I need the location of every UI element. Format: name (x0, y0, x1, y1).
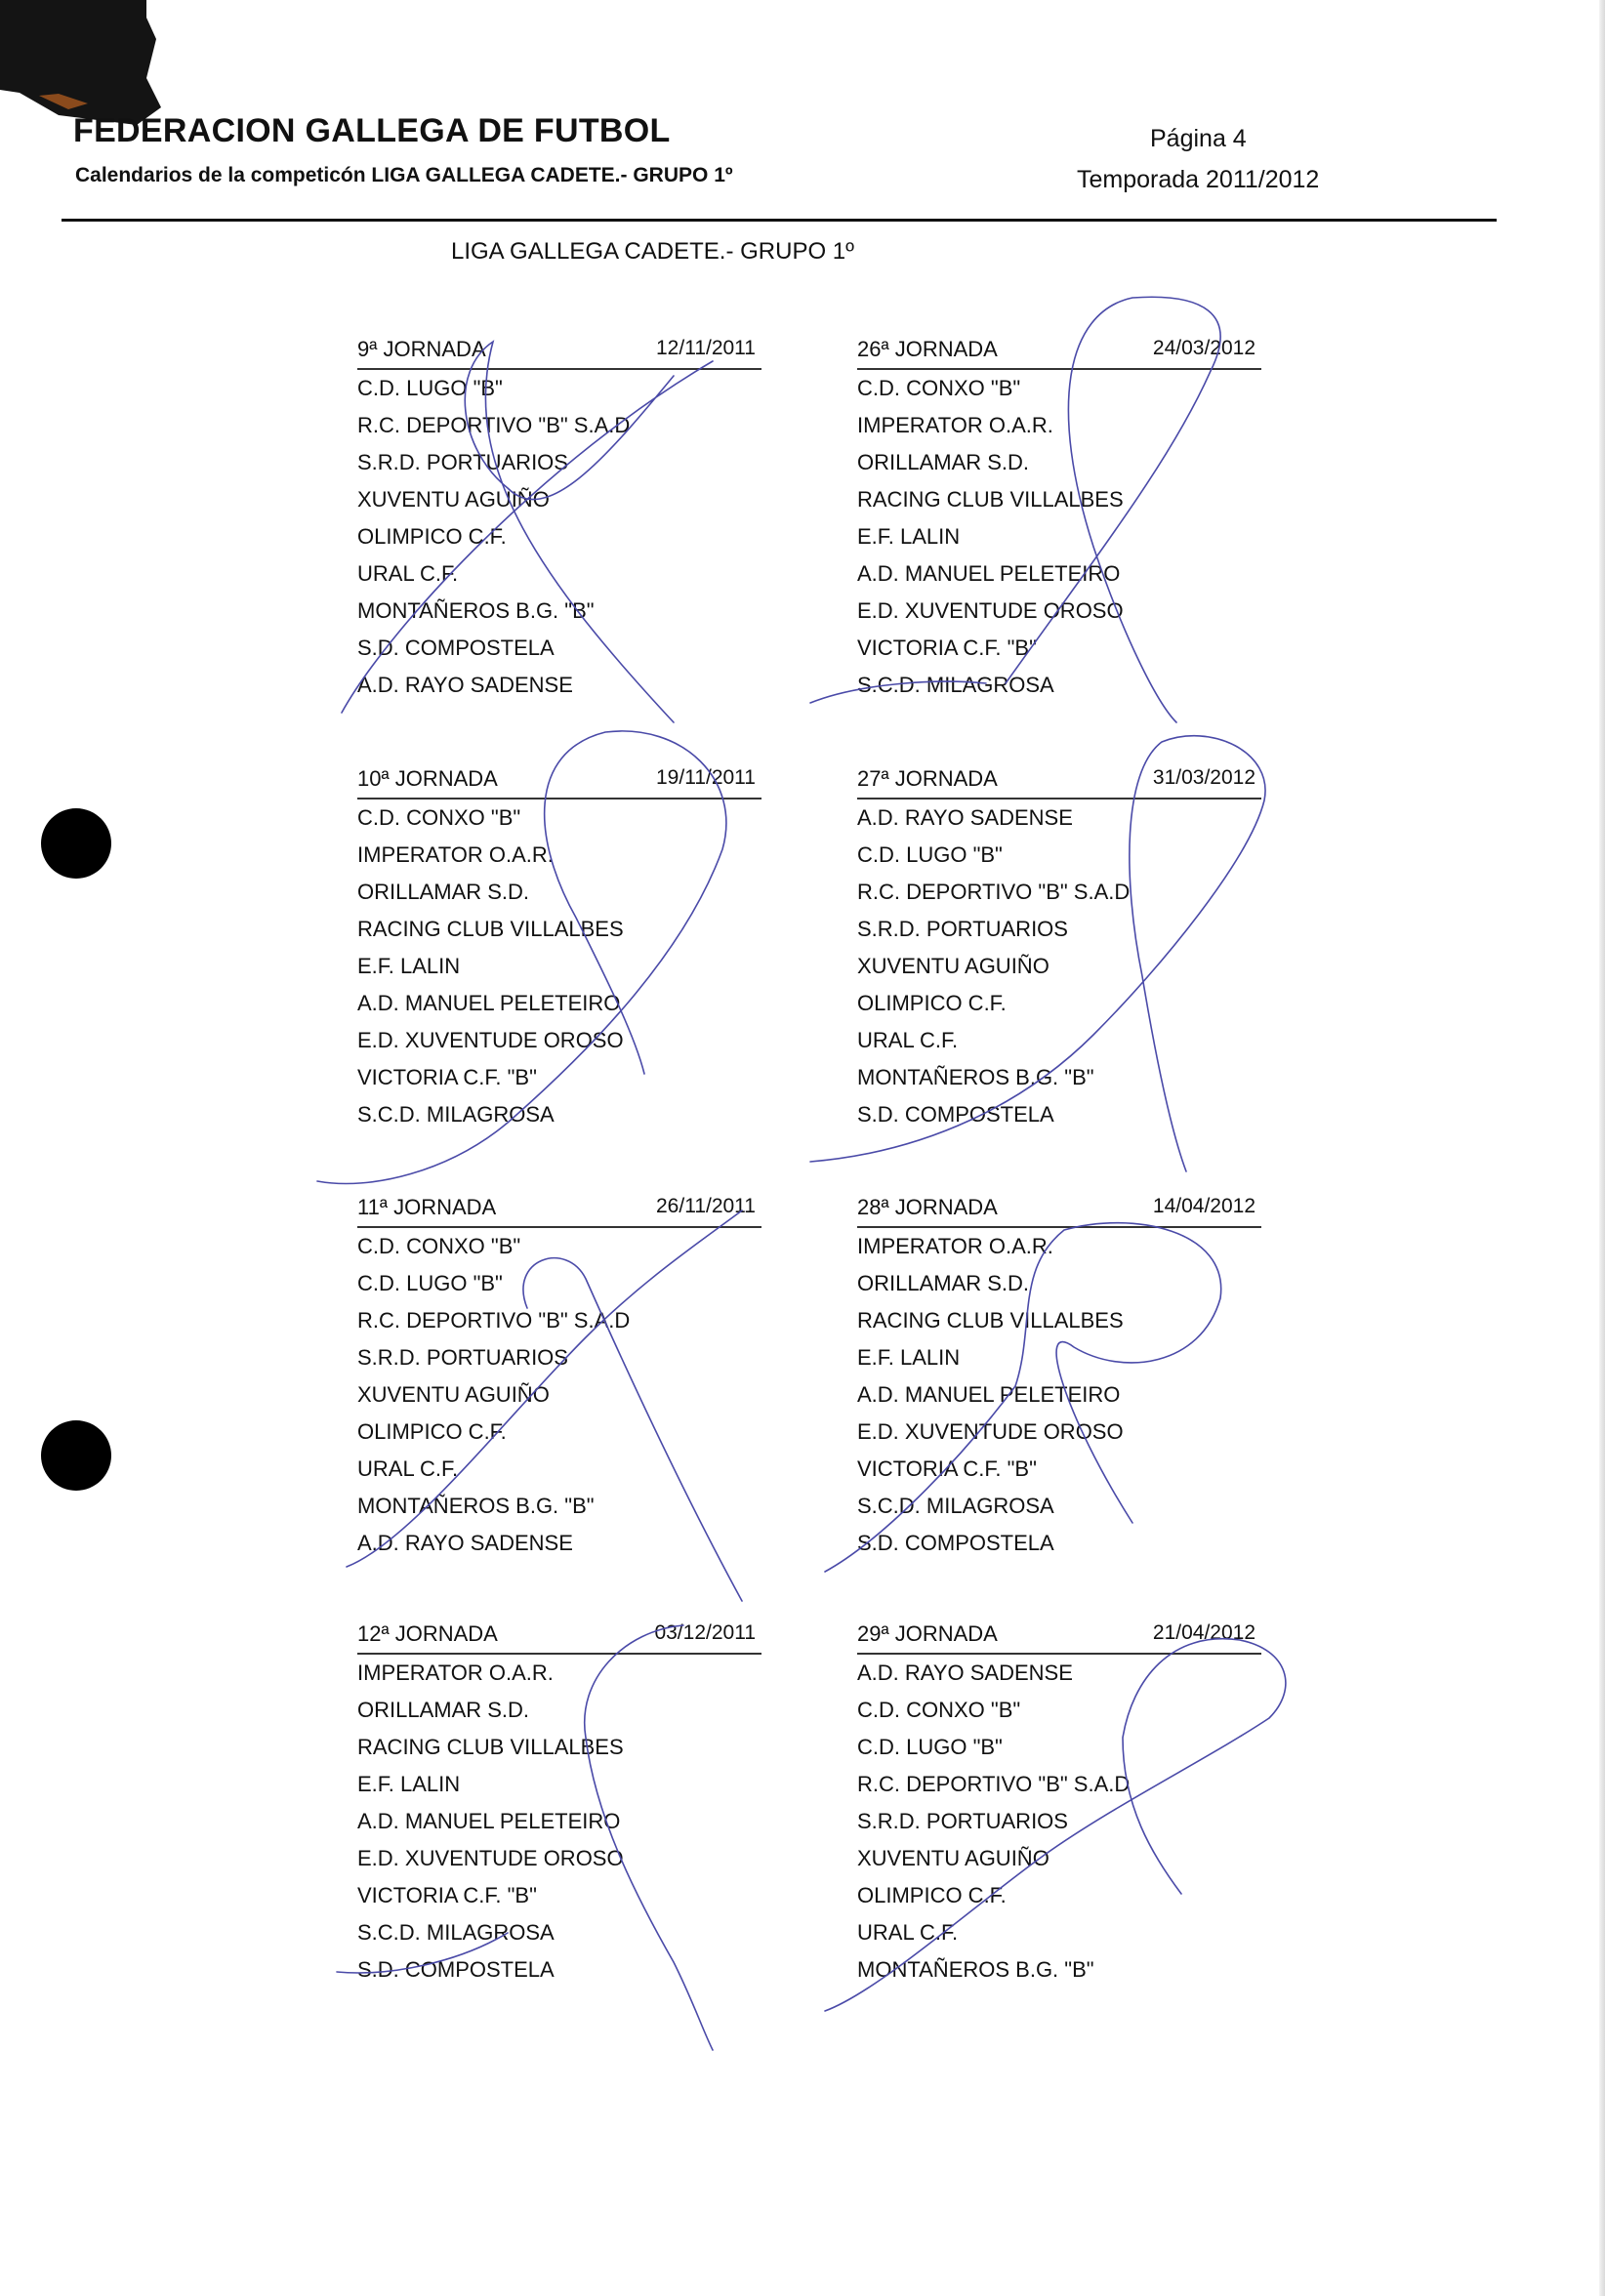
team-entry: A.D. RAYO SADENSE (857, 1660, 1073, 1685)
jornada-title: 27ª JORNADA (857, 766, 998, 791)
team-entry: S.R.D. PORTUARIOS (357, 1345, 568, 1370)
team-entry: ORILLAMAR S.D. (357, 1698, 530, 1722)
jornada-date: 24/03/2012 (1152, 337, 1255, 359)
team-entry: OLIMPICO C.F. (857, 1883, 1007, 1907)
team-entry: S.C.D. MILAGROSA (357, 1102, 555, 1127)
team-entry: XUVENTU AGUIÑO (357, 1382, 550, 1407)
jornada-header (357, 1187, 761, 1228)
team-entry: MONTAÑEROS B.G. "B" (857, 1957, 1094, 1982)
jornada-title: 12ª JORNADA (357, 1621, 498, 1646)
team-entry: A.D. MANUEL PELETEIRO (357, 1809, 621, 1833)
team-entry: S.R.D. PORTUARIOS (857, 917, 1068, 941)
team-entry: C.D. CONXO "B" (857, 376, 1021, 400)
team-entry: S.C.D. MILAGROSA (857, 1494, 1054, 1518)
team-entry: ORILLAMAR S.D. (857, 1271, 1030, 1295)
team-entry: E.F. LALIN (357, 954, 461, 978)
team-entry: MONTAÑEROS B.G. "B" (357, 1494, 595, 1518)
team-entry: VICTORIA C.F. "B" (357, 1883, 537, 1907)
team-list (857, 1655, 1261, 1988)
team-entry: E.F. LALIN (857, 1345, 961, 1370)
team-entry: VICTORIA C.F. "B" (857, 1456, 1037, 1481)
jornada-title: 26ª JORNADA (857, 337, 998, 361)
team-entry: E.D. XUVENTUDE OROSO (357, 1846, 624, 1870)
team-entry: OLIMPICO C.F. (357, 1419, 507, 1444)
team-entry: S.R.D. PORTUARIOS (357, 450, 568, 474)
jornada-block (357, 1614, 761, 1988)
team-entry: OLIMPICO C.F. (357, 524, 507, 549)
team-entry: MONTAÑEROS B.G. "B" (857, 1065, 1094, 1089)
team-entry: C.D. LUGO "B" (857, 1735, 1003, 1759)
team-entry: XUVENTU AGUIÑO (857, 954, 1049, 978)
team-entry: S.D. COMPOSTELA (357, 1957, 555, 1982)
team-entry: C.D. CONXO "B" (857, 1698, 1021, 1722)
team-list (357, 1655, 761, 1988)
punch-hole (41, 1420, 111, 1491)
team-entry: A.D. RAYO SADENSE (357, 673, 573, 697)
team-entry: ORILLAMAR S.D. (857, 450, 1030, 474)
team-entry: S.C.D. MILAGROSA (857, 673, 1054, 697)
team-entry: RACING CLUB VILLALBES (357, 917, 624, 941)
jornada-header (357, 1614, 761, 1655)
team-entry: A.D. RAYO SADENSE (357, 1531, 573, 1555)
team-entry: S.C.D. MILAGROSA (357, 1920, 555, 1945)
team-entry: C.D. LUGO "B" (357, 376, 503, 400)
jornada-block (357, 1187, 761, 1562)
team-entry: C.D. LUGO "B" (357, 1271, 503, 1295)
team-list (357, 800, 761, 1133)
team-entry: R.C. DEPORTIVO "B" S.A.D (857, 1772, 1131, 1796)
jornada-block (857, 329, 1261, 704)
team-list (857, 800, 1261, 1133)
jornada-date: 12/11/2011 (656, 337, 756, 359)
team-entry: S.R.D. PORTUARIOS (857, 1809, 1068, 1833)
team-entry: E.D. XUVENTUDE OROSO (357, 1028, 624, 1052)
team-entry: IMPERATOR O.A.R. (857, 1234, 1053, 1258)
jornada-header (857, 758, 1261, 800)
team-entry: A.D. MANUEL PELETEIRO (357, 991, 621, 1015)
team-entry: IMPERATOR O.A.R. (357, 842, 554, 867)
jornada-title: 9ª JORNADA (357, 337, 486, 361)
jornada-date: 19/11/2011 (656, 766, 756, 789)
team-entry: XUVENTU AGUIÑO (357, 487, 550, 512)
team-entry: S.D. COMPOSTELA (857, 1531, 1054, 1555)
jornada-header (857, 329, 1261, 370)
jornada-block (857, 1614, 1261, 1988)
team-entry: ORILLAMAR S.D. (357, 880, 530, 904)
jornada-date: 14/04/2012 (1152, 1195, 1255, 1217)
jornada-title: 28ª JORNADA (857, 1195, 998, 1219)
team-entry: URAL C.F. (357, 1456, 459, 1481)
team-list (857, 370, 1261, 704)
jornada-block (357, 758, 761, 1133)
team-list (857, 1228, 1261, 1562)
team-entry: IMPERATOR O.A.R. (357, 1660, 554, 1685)
team-entry: C.D. CONXO "B" (357, 805, 521, 830)
jornada-title: 11ª JORNADA (357, 1195, 497, 1219)
team-entry: MONTAÑEROS B.G. "B" (357, 598, 595, 623)
jornada-date: 26/11/2011 (656, 1195, 756, 1217)
team-entry: XUVENTU AGUIÑO (857, 1846, 1049, 1870)
team-entry: S.D. COMPOSTELA (357, 636, 555, 660)
federation-title: FEDERACION GALLEGA DE FUTBOL (73, 112, 671, 149)
season-label: Temporada 2011/2012 (1077, 166, 1320, 193)
team-entry: A.D. RAYO SADENSE (857, 805, 1073, 830)
team-entry: URAL C.F. (357, 561, 459, 586)
team-entry: VICTORIA C.F. "B" (357, 1065, 537, 1089)
team-entry: RACING CLUB VILLALBES (357, 1735, 624, 1759)
team-entry: E.F. LALIN (357, 1772, 461, 1796)
team-entry: E.D. XUVENTUDE OROSO (857, 1419, 1124, 1444)
jornada-date: 21/04/2012 (1152, 1621, 1255, 1644)
jornada-header (857, 1614, 1261, 1655)
jornada-block (857, 758, 1261, 1133)
team-entry: IMPERATOR O.A.R. (857, 413, 1053, 437)
team-entry: S.D. COMPOSTELA (857, 1102, 1054, 1127)
team-entry: C.D. LUGO "B" (857, 842, 1003, 867)
jornada-header (357, 758, 761, 800)
page-number: Página 4 (1150, 125, 1247, 152)
team-entry: RACING CLUB VILLALBES (857, 487, 1124, 512)
team-entry: R.C. DEPORTIVO "B" S.A.D (357, 413, 631, 437)
jornada-header (357, 329, 761, 370)
jornada-date: 31/03/2012 (1152, 766, 1255, 789)
jornada-header (857, 1187, 1261, 1228)
team-entry: RACING CLUB VILLALBES (857, 1308, 1124, 1332)
jornada-block (357, 329, 761, 704)
jornada-title: 29ª JORNADA (857, 1621, 998, 1646)
team-entry: R.C. DEPORTIVO "B" S.A.D (857, 880, 1131, 904)
punch-hole (41, 808, 111, 879)
jornada-date: 03/12/2011 (654, 1621, 756, 1644)
competition-heading: LIGA GALLEGA CADETE.- GRUPO 1º (451, 238, 854, 265)
team-entry: URAL C.F. (857, 1920, 959, 1945)
team-entry: R.C. DEPORTIVO "B" S.A.D (357, 1308, 631, 1332)
team-list (357, 1228, 761, 1562)
team-entry: OLIMPICO C.F. (857, 991, 1007, 1015)
team-entry: URAL C.F. (857, 1028, 959, 1052)
team-entry: C.D. CONXO "B" (357, 1234, 521, 1258)
jornada-title: 10ª JORNADA (357, 766, 498, 791)
team-list (357, 370, 761, 704)
team-entry: E.D. XUVENTUDE OROSO (857, 598, 1124, 623)
team-entry: A.D. MANUEL PELETEIRO (857, 561, 1121, 586)
team-entry: E.F. LALIN (857, 524, 961, 549)
calendar-subtitle: Calendarios de la competicón LIGA GALLEGA CADETE.- GRUPO 1º (75, 164, 733, 186)
team-entry: A.D. MANUEL PELETEIRO (857, 1382, 1121, 1407)
team-entry: VICTORIA C.F. "B" (857, 636, 1037, 660)
scan-edge-shadow (1599, 0, 1605, 2296)
jornada-block (857, 1187, 1261, 1562)
header-divider (62, 219, 1497, 222)
